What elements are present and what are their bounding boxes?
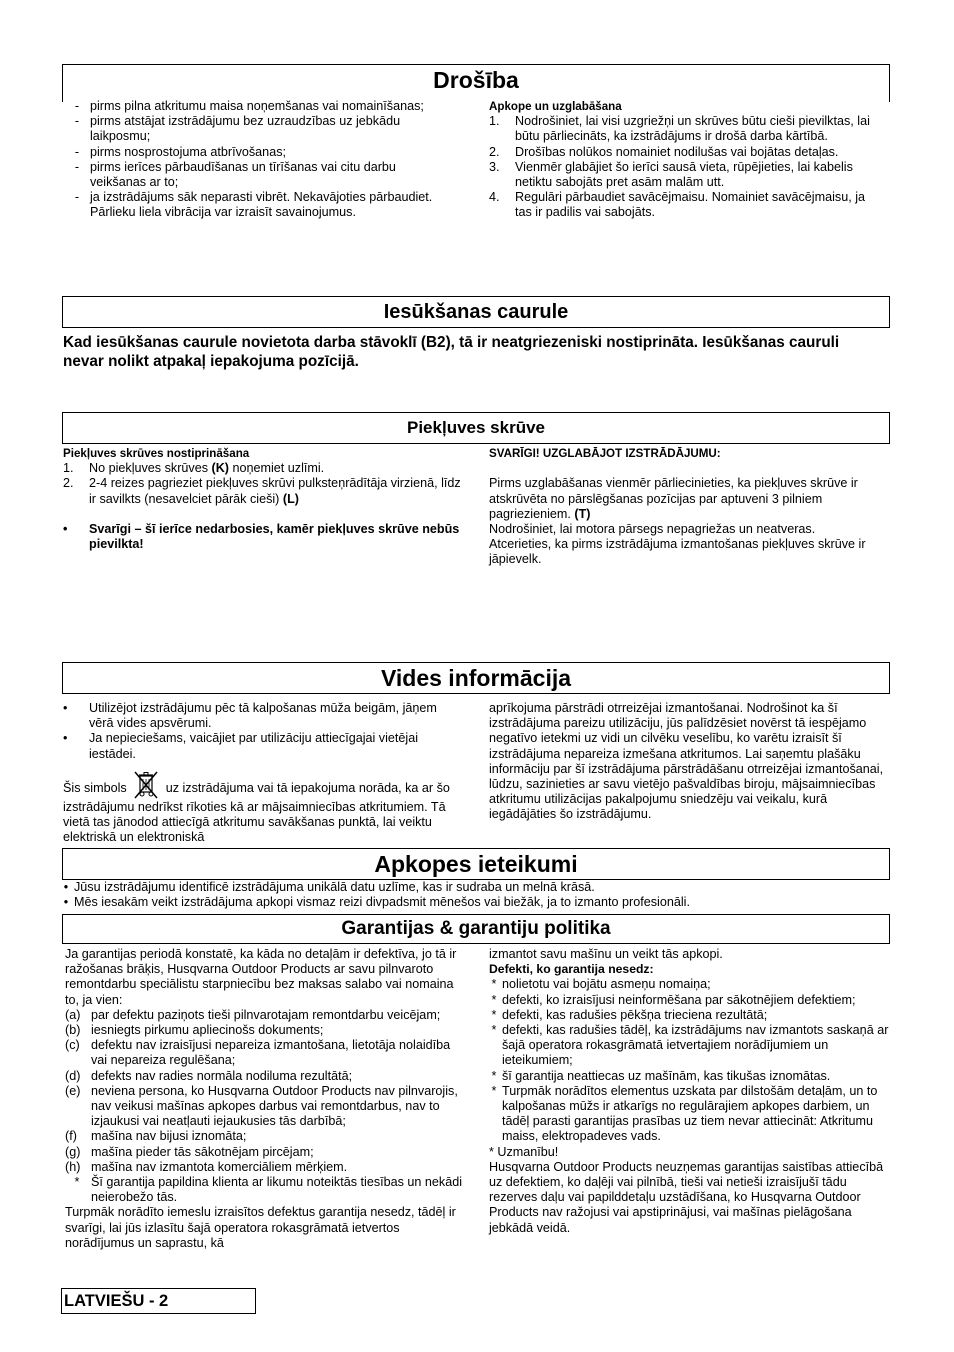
subheading-defekti: Defekti, ko garantija nesedz: — [489, 962, 654, 977]
list-item: * nolietotu vai bojātu asmeņu nomaiņa; — [491, 977, 711, 992]
section-title-vides: Vides informācija — [62, 662, 890, 694]
garantija-right: izmantot savu mašīnu un veikt tās apkopi. Defekti, ko garantija nesedz: * nolietotu vai bojātu asmeņu nomaiņa; * defekti, ko izraisījusi neinformēšana par sākotnējiem defektiem; * defekti, kas radušies pēkšņa trieciena rezultātā; * defekti, kas radušies tādēļ, ka izstrādājums nav izmantots saskaņā ar šajā operatora rokasgrāmatā ietvertajiem norādījumiem un ieteikumiem; * šī garantija neattiecas uz mašīnām, kas tikušas iznomātas. * Turpmāk norādītos elementus uzskata par dilstošām detaļām, un to kalpošanas mūžs ir atkarīgs no regulārajiem apkopes darbiem, un tādēļ parasti garantijas prasības uz tiem nevar attiecināt: Atkritumu maiss, elektropadeves vads. * Uzmanību! Husqvarna Outdoor Products neuzņemas garantijas saistības attiecībā uz defektiem, ko daļēji vai pilnībā, tieši vai netieši izraisījušī tādu rezerves daļu vai papilddetaļu uzstādīšana, ko Husqvarna Outdoor Products nav ražojusi vai apstiprinājusi, vai mašīnas pielāgošana jebkādā veidā. — [489, 947, 889, 1235]
list-item: 3. Vienmēr glabājiet šo ierīci sausā vieta, rūpējieties, lai kabelis netiktu sabojāts pret asām malām utt. — [489, 159, 853, 190]
subheading-nostiprinasana: Piekļuves skrūves nostiprināšana — [63, 447, 250, 460]
list-item: - pirms nosprostojuma atbrīvošanas; — [74, 144, 286, 159]
list-item: 2. Drošības nolūkos nomainiet nodilušas vai bojātas detaļas. — [489, 144, 839, 159]
vides-left — [63, 701, 463, 845]
list-item: - pirms pilna atkritumu maisa noņemšanas vai nomainīšanas; — [74, 99, 424, 113]
drosiba-right-list — [489, 99, 879, 221]
subheading-apkope: Apkope un uzglabāšana — [489, 100, 622, 113]
drosiba-left-list — [64, 99, 444, 221]
section-title-garantija: Garantijas & garantiju politika — [62, 914, 890, 944]
list-item: • Jūsu izstrādājumu identificē izstrādājuma unikālā datu uzlīme, kas ir sudraba un melnā krāsā. — [63, 880, 595, 894]
list-item: * defekti, kas radušies tādēļ, ka izstrādājums nav izmantots saskaņā ar šajā operatora rokasgrāmatā ietvertajiem norādījumiem un ieteikumiem; — [491, 1023, 889, 1068]
piekluve-left — [63, 446, 463, 552]
list-item: 1. No piekļuves skrūves (K) noņemiet uzlīmi. — [63, 461, 325, 476]
garantija-closing: Husqvarna Outdoor Products neuzņemas garantijas saistības attiecībā uz defektiem, ko daļēji vai pilnībā, tieši vai netieši izraisījušī tādu rezerves daļu vai papilddetaļu uzstādīšana, ko Husqvarna Outdoor Products nav ražojusi vai apstiprinājusi, vai mašīnas pielāgošana jebkādā veidā. — [489, 1159, 884, 1235]
list-item: (b) iesniegts pirkumu apliecinošs dokuments; — [65, 1023, 324, 1038]
section-title-piekluve: Piekļuves skrūve — [62, 412, 890, 444]
garantija-outro: Turpmāk norādīto iemeslu izraisītos defektus garantija nesedz, tādēļ ir svarīgi, lai jūs izlasītu šajā operatora rokasgrāmatā ietvertos norādījumus un saprastu, kā — [65, 1205, 456, 1250]
list-item: 1. Nodrošiniet, lai visi uzgriežņi un skrūves būtu cieši pievilktas, lai būtu pārliecināts, ka izstrādājums ir drošā darba kārtībā. — [489, 114, 870, 144]
list-item: * Turpmāk norādītos elementus uzskata par dilstošām detaļām, un to kalpošanas mūžs ir atkarīgs no regulārajiem apkopes darbiem, un tādēļ parasti garantijas prasības uz tiem nevar attiecināt: Atkritumu maiss, elektropadeves vads. — [491, 1083, 878, 1144]
piekluve-right: SVARĪGI! UZGLABĀJOT IZSTRĀDĀJUMU: Pirms uzglabāšanas vienmēr pārliecinieties, ka piekļuves skrūve ir atskrūvēta no pārslēgšanas pozīcijas par aptuveni 3 pilniem pagriezieniem. (T) Nodrošiniet, lai motora pārsegs nepagriežas un neatveras. Atcerieties, ka pirms izstrādājuma izmantošanas piekļuves skrūve ir jāpievelk. — [489, 446, 869, 568]
attention-note: * Uzmanību! — [489, 1144, 559, 1159]
list-item: (f) mašīna nav bijusi iznomāta; — [65, 1129, 247, 1144]
weee-paragraph: Šis simbols uz izstrādājuma vai tā iepakojuma norāda, ka ar šo izstrādājumu nedrīkst rīkoties kā ar mājsaimniecības atkritumiem. Tā vietā tas jānodod attiecīgā atkritumu savākšanas punktā, lai veiktu elektriskā un elektroniskā — [63, 770, 463, 846]
list-item: * defekti, kas radušies pēkšņa trieciena rezultātā; — [491, 1007, 768, 1022]
list-item: * šī garantija neattiecas uz mašīnām, kas tikušas iznomātas. — [491, 1068, 831, 1083]
vides-right: aprīkojuma pārstrādi otrreizējai izmantošanai. Nodrošinot ka šī izstrādājuma pareizu utilizāciju, jūs palīdzēsiet novērst tā iespējamo negatīvo ietekmi uz vidi un cilvēku veselību, ko varētu izraisīt šī izstrādājuma nepareiza izmešana atkritumos. Lai saņemtu plašāku informāciju par šī izstrādājuma pārstrādāšanu otrreizējai izmantošanai, lūdzu, sazinieties ar savu vietējo pašvaldības biroju, mājsaimniecības atkritumu utilizācijas pakalpojumu sniedzēju vai veikalu, kurā iegādājāties šo izstrādājumu. — [489, 701, 884, 822]
list-item: - ja izstrādājums sāk neparasti vibrēt. Nekavājoties pārbaudiet. Pārlieku liela vibrācija var izraisīt savainojumus. — [74, 190, 433, 220]
list-item: (g) mašīna pieder tās sākotnējam pircējam; — [65, 1144, 314, 1159]
list-item: (c) defektu nav izraisījusi nepareiza izmantošana, lietotāja nolaidība vai nepareiza regulēšana; — [65, 1038, 451, 1068]
list-item: - pirms atstājat izstrādājumu bez uzraudzības uz jebkādu laikposmu; — [74, 114, 401, 144]
section-title-drosiba: Drošība — [433, 67, 519, 93]
apkopes-list — [60, 880, 890, 910]
subheading-uzglabajot: SVARĪGI! UZGLABĀJOT IZSTRĀDĀJUMU: — [489, 447, 721, 460]
list-item: * defekti, ko izraisījusi neinformēšana par sākotnējiem defektiem; — [491, 992, 856, 1007]
list-item: 2. 2-4 reizes pagrieziet piekļuves skrūvi pulksteņrādītāja virzienā, līdz ir savilkts (nesavelciet pārāk cieši) (L) — [63, 476, 461, 506]
list-item: (h) mašīna nav izmantota komerciāliem mērķiem. — [65, 1159, 348, 1174]
section-title-iesuksana: Iesūkšanas caurule — [62, 296, 890, 328]
list-item: • Mēs iesakām veikt izstrādājuma apkopi vismaz reizi divpadsmit mēnešos vai biežāk, ja to izmanto profesionāli. — [63, 895, 690, 910]
list-item: • Ja nepieciešams, vaicājiet par utilizāciju attiecīgajai vietējai iestādei. — [63, 731, 418, 761]
list-item: * Šī garantija papildina klienta ar likumu noteiktās tiesības un nekādi neierobežo tās. — [74, 1175, 463, 1205]
list-item: • Utilizējot izstrādājumu pēc tā kalpošanas mūža beigām, jāņem vērā vides apsvērumi. — [63, 701, 437, 731]
list-item: (a) par defektu paziņots tieši pilnvarotajam remontdarbu veicējam; — [65, 1007, 441, 1022]
section-title-apkopes: Apkopes ieteikumi — [62, 848, 890, 880]
list-item: 4. Regulāri pārbaudiet savācējmaisu. Nomainiet savācējmaisu, ja tas ir padilis vai sabojāts. — [489, 190, 865, 220]
list-item: (d) defekts nav radies normāla nodiluma rezultātā; — [65, 1068, 353, 1083]
garantija-intro: Ja garantijas periodā konstatē, ka kāda no detaļām ir defektīva, jo tā ir ražošanas brāķis, Husqvarna Outdoor Products ar savu pilnvaroto remontdarbu speciālistu starpniecību bez maksas salabo vai nomaina to, ja vien: — [65, 947, 457, 1007]
warning-item: • Svarīgi – šī ierīce nedarbosies, kamēr piekļuves skrūve nebūs pievilkta! — [63, 522, 460, 552]
list-item: - pirms ierīces pārbaudīšanas un tīrīšanas vai citu darbu veikšanas ar to; — [74, 159, 396, 190]
list-item: (e) neviena persona, ko Husqvarna Outdoor Products nav pilnvarojis, nav veikusi mašīnas apkopes darbus vai remontdarbus, nav to izjaukusi vai neatļauti iejaukusies tās darbībā; — [65, 1083, 458, 1129]
page-footer-label: LATVIEŠU - 2 — [61, 1288, 256, 1314]
iesuksana-text: Kad iesūkšanas caurule novietota darba stāvoklī (B2), tā ir neatgriezeniski nostiprināta. Iesūkšanas cauruli nevar nolikt atpakaļ iepakojuma pozīcijā. — [63, 334, 840, 370]
garantija-left — [65, 947, 465, 1251]
crossed-bin-icon — [133, 770, 159, 800]
